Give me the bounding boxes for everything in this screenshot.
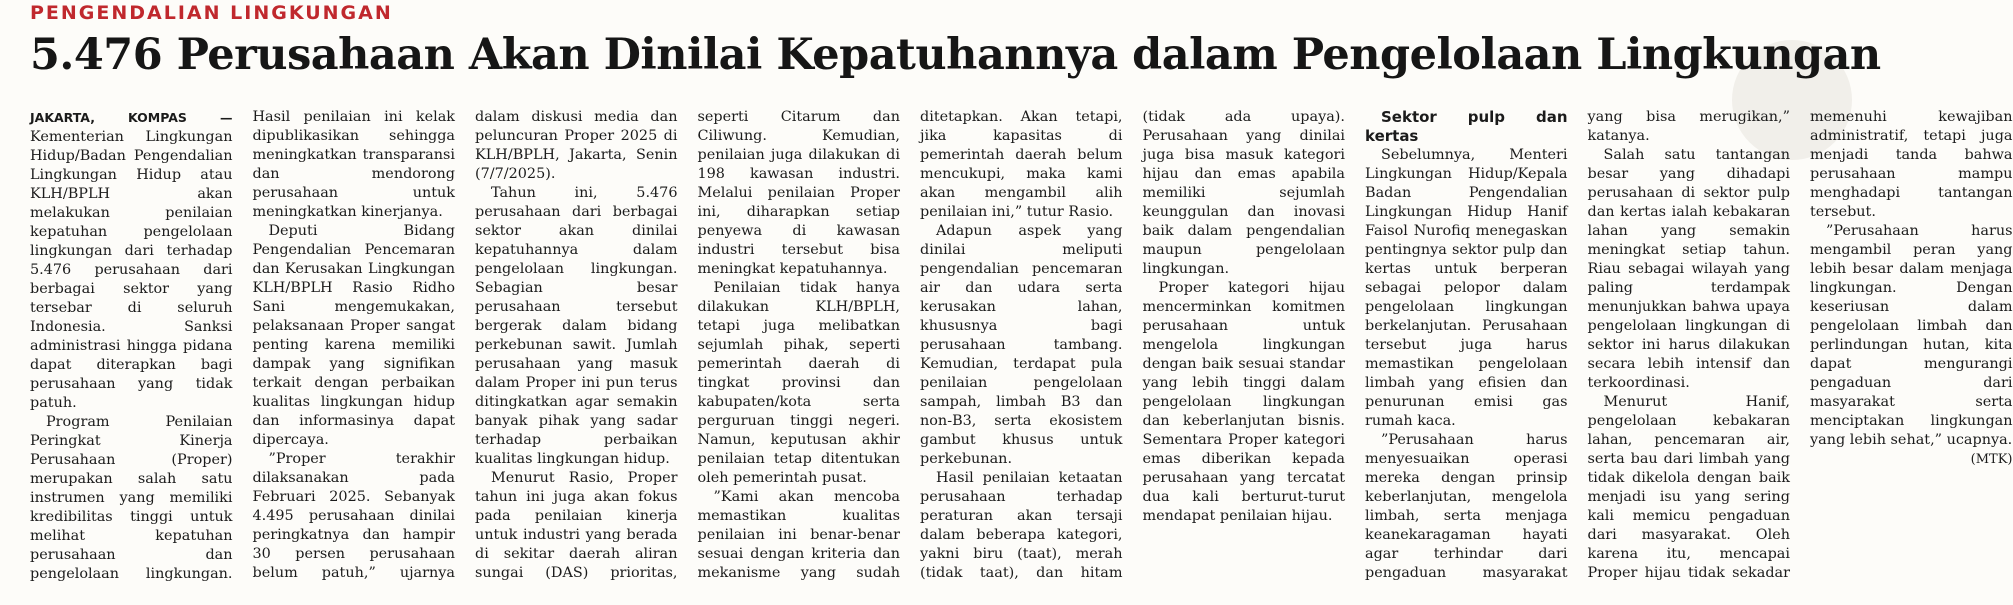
paragraph: Menurut Rasio, Proper tahun ini juga akan fokus pada penilaian kinerja untuk industri yang berada di sekitar daerah aliran sungai (DAS) prioritas, seperti Citarum dan Ciliwung. Kemudian, penilaian juga dilakukan di 198 kawasan industri. Melalui penilaian Proper ini, diharapkan setiap penyewa di kawasan industri tersebut bisa meningkat kepatuhannya. — [475, 109, 900, 581]
paragraph: Proper kategori hijau mencerminkan komitmen perusahaan untuk mengelola lingkungan dengan baik sesuai standar yang lebih tinggi dalam pengelolaan lingkungan dan keberlanjutan bisnis. Sementara Proper kategori emas diberikan kepada perusahaan yang tercatat dua kali berturut-turut mendapat penilaian hijau. — [1142, 280, 1345, 524]
paragraph-text: Kementerian Lingkungan Hidup/Badan Pengendalian Lingkungan Hidup atau KLH/BPLH akan melakukan penilaian kepatuhan pengelolaan lingkungan dari terhadap 5.476 perusahaan dari berbagai sektor yang tersebar di seluruh Indonesia. Sanksi administrasi hingga pidana dapat diterapkan bagi perusahaan yang tidak patuh. — [30, 129, 233, 411]
paragraph: Tahun ini, 5.476 perusahaan dari berbagai sektor akan dinilai kepatuhannya dalam pengelolaan lingkungan. Sebagian besar perusahaan tersebut bergerak dalam bidang perkebunan sawit. Jumlah perusahaan yang masuk dalam Proper ini pun terus ditingkatkan agar semakin banyak pihak yang sadar terhadap perbaikan kualitas lingkungan hidup. — [475, 185, 678, 467]
paragraph: Hasil penilaian ketaatan perusahaan terhadap peraturan akan tersaji dalam beberapa kategori, yakni biru (taat), merah (tidak taat), dan hitam (tidak ada upaya). Perusahaan yang dinilai juga bisa masuk kategori hijau dan emas apabila memiliki sejumlah keunggulan dan inovasi baik dalam pengendalian maupun pengelolaan lingkungan. — [920, 109, 1345, 581]
paragraph: Program Penilaian Peringkat Kinerja Perusahaan (Proper) merupakan salah satu instrumen yang memiliki kredibilitas tinggi untuk melihat kepatuhan perusahaan dan pengelolaan lingkungan. Hasil penilaian ini kelak dipublikasikan sehingga meningkatkan transparansi dan mendorong perusahaan untuk meningkatkan kinerjanya. — [30, 109, 455, 582]
author-signature: (MTK) — [1970, 452, 2013, 467]
lead-paragraph — [30, 108, 233, 413]
paragraph: ”Perusahaan harus mengambil peran yang lebih besar dalam menjaga lingkungan. Dengan keseriusan dalam pengelolaan limbah dan perlindungan hutan, kita dapat mengurangi pengaduan dari masyarakat serta menciptakan lingkungan yang lebih sehat,” ucapnya. — [1810, 223, 2013, 448]
paragraph: Adapun aspek yang dinilai meliputi pengendalian pencemaran air dan udara serta kerusakan lahan, khususnya bagi perusahaan tambang. Kemudian, terdapat pula penilaian pengelolaan sampah, limbah B3 dan non-B3, serta ekosistem gambut khusus untuk perkebunan. — [920, 223, 1123, 467]
paragraph: Sebelumnya, Menteri Lingkungan Hidup/Kepala Badan Pengendalian Lingkungan Hidup Hanif Faisol Nurofiq menegaskan pentingnya sektor pulp dan kertas untuk berperan sebagai pelopor dalam pengelolaan lingkungan berkelanjutan. Perusahaan tersebut juga harus memastikan pengelolaan limbah yang efisien dan penurunan emisi gas rumah kaca. — [1365, 147, 1568, 429]
paragraph: Penilaian tidak hanya dilakukan KLH/BPLH, tetapi juga melibatkan sejumlah pihak, seperti pemerintah daerah di tingkat provinsi dan kabupaten/kota serta perguruan tinggi negeri. Namun, keputusan akhir penilaian tetap ditentukan oleh pemerintah pusat. — [697, 280, 900, 486]
paragraph: ”Perusahaan harus menyesuaikan operasi mereka dengan prinsip keberlanjutan, mengelola limbah, serta menjaga keanekaragaman hayati agar terhindar dari pengaduan masyarakat yang bisa merugikan,” katanya. — [1365, 109, 1790, 581]
paragraph: Menurut Hanif, pengelolaan kebakaran lahan, pencemaran air, serta bau dari limbah yang tidak dikelola dengan baik menjadi isu yang sering kali memicu pengaduan dari masyarakat. Oleh karena itu, mencapai Proper hijau tidak sekadar memenuhi kewajiban administratif, tetapi juga menjadi tanda bahwa perusahaan mampu menghadapi tantangan tersebut. — [1587, 109, 2013, 581]
headline: 5.476 Perusahaan Akan Dinilai Kepatuhannya dalam Pengelolaan Lingkungan — [30, 30, 1881, 80]
paragraph: Deputi Bidang Pengendalian Pencemaran dan Kerusakan Lingkungan KLH/BPLH Rasio Ridho Sani mengemukakan, pelaksanaan Proper sangat penting karena memiliki dampak yang signifikan terkait dengan perbaikan kualitas lingkungan hidup dan informasinya dapat dipercaya. — [252, 223, 455, 448]
paragraph: ”Kami akan mencoba memastikan kualitas penilaian ini benar-benar sesuai dengan kriteria dan mekanisme yang sudah ditetapkan. Akan tetapi, jika kapasitas di pemerintah daerah belum mencukupi, maka kami akan mengambil alih penilaian ini,” tutur Rasio. — [697, 109, 1123, 581]
paragraph: Salah satu tantangan besar yang dihadapi perusahaan di sektor pulp dan kertas ialah kebakaran lahan yang semakin meningkat setiap tahun. Riau sebagai wilayah yang paling terdampak menunjukkan bahwa upaya pengelolaan lingkungan di sektor ini harus dilakukan secara lebih intensif dan terkoordinasi. — [1587, 147, 1790, 391]
subheading: Sektor pulp dan kertas — [1365, 108, 1568, 145]
article-body — [30, 108, 2013, 600]
section-kicker: PENGENDALIAN LINGKUNGAN — [30, 2, 393, 24]
dateline: JAKARTA, KOMPAS — — [30, 110, 233, 125]
paragraph: ”Proper terakhir dilaksanakan pada Februari 2025. Sebanyak 4.495 perusahaan dinilai peringkatnya dan hampir 30 persen perusahaan belum patuh,” ujarnya dalam diskusi media dan peluncuran Proper 2025 di KLH/BPLH, Jakarta, Senin (7/7/2025). — [252, 109, 678, 581]
